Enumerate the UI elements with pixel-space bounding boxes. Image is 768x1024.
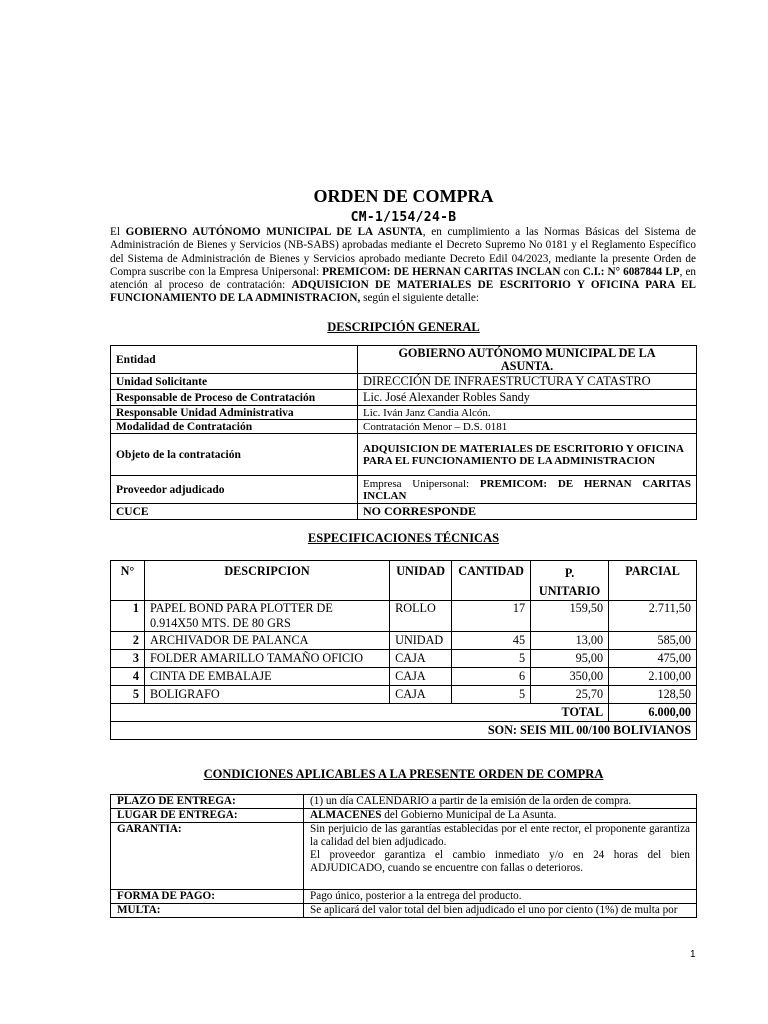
item-unit: UNIDAD — [390, 632, 452, 650]
item-unit-price: 159,50 — [531, 601, 609, 632]
table-row — [111, 686, 697, 704]
value-prefix: Empresa Unipersonal: — [363, 477, 480, 490]
warranty-text-1: Sin perjuicio de las garantías establecidas por el ente rector, el proponente garantiza la calidad del bien adjudicado. — [310, 823, 690, 848]
header-description: DESCRIPCION — [144, 561, 389, 601]
table-row — [111, 476, 697, 504]
item-number: 3 — [111, 650, 145, 668]
item-description: FOLDER AMARILLO TAMAÑO OFICIO — [144, 650, 389, 668]
condition-value: Pago único, posterior a la entrega del producto. — [304, 890, 697, 904]
item-unit-price: 95,00 — [531, 650, 609, 668]
specs-table — [110, 560, 697, 740]
item-subtotal: 2.100,00 — [609, 668, 697, 686]
item-quantity: 6 — [452, 668, 531, 686]
row-label: Responsable de Proceso de Contratación — [111, 390, 358, 406]
row-value: Contratación Menor – D.S. 0181 — [358, 420, 697, 434]
table-row — [111, 504, 697, 520]
table-row — [111, 650, 697, 668]
provider-name: PREMICOM: DE HERNAN CARITAS INCLAN — [363, 477, 691, 502]
entity-name: GOBIERNO AUTÓNOMO MUNICIPAL DE LA ASUNTA — [125, 226, 423, 238]
row-label: CUCE — [111, 504, 358, 520]
row-value: NO CORRESPONDE — [358, 504, 697, 520]
condition-label: FORMA DE PAGO: — [111, 890, 304, 904]
item-description: CINTA DE EMBALAJE — [144, 668, 389, 686]
row-label: Unidad Solicitante — [111, 374, 358, 390]
item-unit: CAJA — [390, 668, 452, 686]
section-heading-conditions: CONDICIONES APLICABLES A LA PRESENTE ORDEN DE COMPRA — [203, 767, 604, 781]
condition-label: GARANTIA: — [111, 823, 304, 890]
intro-text: con — [560, 265, 583, 278]
row-label: Responsable Unidad Administrativa — [111, 406, 358, 420]
document-title: ORDEN DE COMPRA — [313, 186, 494, 206]
header-no: N° — [111, 561, 145, 601]
row-label: Entidad — [111, 346, 358, 374]
item-description: PAPEL BOND PARA PLOTTER DE 0.914X50 MTS. DE 80 GRS — [144, 601, 389, 632]
item-quantity: 5 — [452, 686, 531, 704]
row-label: Modalidad de Contratación — [111, 420, 358, 434]
item-number: 5 — [111, 686, 145, 704]
section-heading-specs: ESPECIFICACIONES TÉCNICAS — [307, 531, 500, 545]
table-row — [111, 823, 697, 890]
row-value: Lic. Iván Janz Candia Alcón. — [358, 406, 697, 420]
item-unit-price: 13,00 — [531, 632, 609, 650]
order-code: CM-1/154/24-B — [350, 210, 457, 225]
row-label: Proveedor adjudicado — [111, 476, 358, 504]
item-quantity: 45 — [452, 632, 531, 650]
row-value: GOBIERNO AUTÓNOMO MUNICIPAL DE LA ASUNTA. — [358, 346, 697, 374]
row-value: DIRECCIÓN DE INFRAESTRUCTURA Y CATASTRO — [358, 374, 697, 390]
warehouse-label: ALMACENES — [310, 809, 382, 821]
item-quantity: 5 — [452, 650, 531, 668]
table-row — [111, 795, 697, 809]
intro-paragraph — [110, 226, 696, 306]
conditions-table — [110, 794, 697, 918]
table-row — [111, 890, 697, 904]
table-header-row — [111, 561, 697, 601]
item-description: ARCHIVADOR DE PALANCA — [144, 632, 389, 650]
intro-text: , en atención al proceso de contratación: — [110, 265, 697, 292]
table-row — [111, 904, 697, 918]
header-quantity: CANTIDAD — [452, 561, 531, 601]
intro-text: , en cumplimiento a las Normas Básicas del Sistema de Administración de Bienes y Servicios (NB-SABS) aprobadas mediante el Decreto Supremo No 0181 y el Reglamento Específico del Sistema de Administración de Bienes y Servicios aprobado mediante Decreto Edil 04/2023, mediante la presente Orden de Compra suscribe con la Empresa Unipersonal: — [110, 226, 696, 278]
amount-in-words: SON: SEIS MIL 00/100 BOLIVIANOS — [111, 722, 697, 740]
header-subtotal: PARCIAL — [609, 561, 697, 601]
item-unit: ROLLO — [390, 601, 452, 632]
condition-value — [304, 823, 697, 890]
contract-object: ADQUISICION DE MATERIALES DE ESCRITORIO Y OFICINA PARA EL FUNCIONAMIENTO DE LA ADMINISTRACION, — [110, 279, 697, 305]
table-row — [111, 374, 697, 390]
item-unit-price: 350,00 — [531, 668, 609, 686]
item-unit: CAJA — [390, 686, 452, 704]
item-quantity: 17 — [452, 601, 531, 632]
condition-value — [304, 809, 697, 823]
provider-ci: C.I.: N° 6087844 LP — [582, 265, 680, 278]
condition-label: LUGAR DE ENTREGA: — [111, 809, 304, 823]
table-row — [111, 420, 697, 434]
row-value: ADQUISICION DE MATERIALES DE ESCRITORIO Y OFICINA PARA EL FUNCIONAMIENTO DE LA ADMINISTRACION — [358, 434, 697, 476]
condition-label: MULTA: — [111, 904, 304, 918]
general-description-table — [110, 345, 697, 520]
intro-text: El — [110, 226, 126, 238]
total-value: 6.000,00 — [609, 704, 697, 722]
warranty-text-2: El proveedor garantiza el cambio inmediato y/o en 24 horas del bien ADJUDICADO, cuando se encuentre con fallas o deterioros. — [310, 849, 690, 874]
page-number: 1 — [690, 949, 696, 960]
item-number: 1 — [111, 601, 145, 632]
item-subtotal: 2.711,50 — [609, 601, 697, 632]
table-row — [111, 406, 697, 420]
total-label: TOTAL — [111, 704, 609, 722]
item-subtotal: 475,00 — [609, 650, 697, 668]
item-unit-price: 25,70 — [531, 686, 609, 704]
table-row — [111, 632, 697, 650]
table-row — [111, 390, 697, 406]
item-subtotal: 128,50 — [609, 686, 697, 704]
total-row — [111, 704, 697, 722]
section-heading-general: DESCRIPCIÓN GENERAL — [327, 320, 480, 334]
row-label: Objeto de la contratación — [111, 434, 358, 476]
provider-name: PREMICOM: DE HERNAN CARITAS INCLAN — [322, 265, 561, 278]
row-value — [358, 476, 697, 504]
condition-value: Se aplicará del valor total del bien adjudicado el uno por ciento (1%) de multa por — [304, 904, 697, 918]
header-unit: UNIDAD — [390, 561, 452, 601]
item-number: 2 — [111, 632, 145, 650]
amount-in-words-row — [111, 722, 697, 740]
condition-label: PLAZO DE ENTREGA: — [111, 795, 304, 809]
table-row — [111, 809, 697, 823]
delivery-place-text: del Gobierno Municipal de La Asunta. — [381, 809, 557, 821]
item-unit: CAJA — [390, 650, 452, 668]
condition-value: (1) un día CALENDARIO a partir de la emisión de la orden de compra. — [304, 795, 697, 809]
item-description: BOLIGRAFO — [144, 686, 389, 704]
row-value: Lic. José Alexander Robles Sandy — [358, 390, 697, 406]
item-subtotal: 585,00 — [609, 632, 697, 650]
table-row — [111, 434, 697, 476]
header-unit-price: P. UNITARIO — [531, 561, 609, 601]
table-row — [111, 346, 697, 374]
table-row — [111, 668, 697, 686]
table-row — [111, 601, 697, 632]
item-number: 4 — [111, 668, 145, 686]
intro-text: según el siguiente detalle: — [360, 292, 479, 305]
